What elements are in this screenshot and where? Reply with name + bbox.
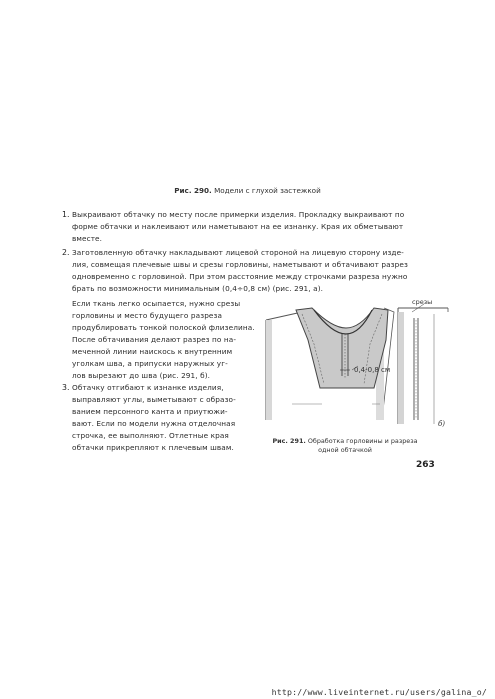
item-3-line-3: ванием персонного канта и приутюжи- <box>72 407 228 416</box>
item-2-line-2: лия, совмещая плечевые швы и срезы горловины, наметывают и обтачивают разрез <box>72 260 408 269</box>
figure-291-caption <box>255 437 435 455</box>
figure-291-text: Обработка горловины и разреза <box>305 437 418 445</box>
item-1-number: 1. <box>62 210 70 219</box>
figure-290-prefix: Рис. 290. <box>174 186 212 195</box>
continuation-line-6: уголкам шва, а припуски наружных уг- <box>72 359 228 368</box>
item-3-number: 3. <box>62 383 70 392</box>
width-label: 0,4-0,8 см <box>354 366 391 374</box>
item-3-line-5: строчка, ее выполняют. Отлетные края <box>72 431 229 440</box>
item-3-line-4: вают. Если по модели нужна отделочная <box>72 419 236 428</box>
item-3-line-1: Обтачку отгибают к изнанке изделия, <box>72 383 224 392</box>
item-1-line-3: вместе. <box>72 234 103 243</box>
drawing-a <box>266 308 394 420</box>
item-2-line-1: Заготовленную обтачку накладывают лицевой стороной на лицевую сторону изде- <box>72 248 404 257</box>
item-3-line-2: выправляют углы, выметывают с образо- <box>72 395 236 404</box>
item-3-text <box>72 382 262 454</box>
figure-290-text: Модели с глухой застежкой <box>211 186 321 195</box>
continuation-line-4: После обтачивания делают разрез по на- <box>72 335 237 344</box>
figure-291-prefix: Рис. 291. <box>272 437 306 445</box>
page-number: 263 <box>416 460 435 470</box>
item-2-text <box>72 247 442 295</box>
item-1-line-1: Выкраивают обтачку по месту после примерки изделия. Прокладку выкраивают по <box>72 210 405 219</box>
continuation-line-5: меченной линии наискось к внутренним <box>72 347 233 356</box>
cut-edges-label: срезы <box>412 300 433 306</box>
continuation-line-3: продублировать тонкой полоской флизелина. <box>72 323 255 332</box>
drawing-b-label: б) <box>438 420 446 428</box>
figure-291-illustration <box>262 300 452 430</box>
continuation-line-2: горловины и место будущего разреза <box>72 311 223 320</box>
item-2-line-3: одновременно с горловиной. При этом расстояние между строчками разреза нужно <box>72 272 408 281</box>
continuation-paragraph <box>72 298 262 382</box>
item-1-text <box>72 209 442 245</box>
watermark-url: http://www.liveinternet.ru/users/galina_o/ <box>271 687 487 697</box>
figure-290-caption <box>0 186 495 195</box>
drawing-b <box>398 304 448 424</box>
item-2-line-4: брать по возможности минимальным (0,4÷0,8 см) (рис. 291, а). <box>72 284 324 293</box>
figure-291-caption-line-2: одной обтачкой <box>318 446 372 454</box>
item-1-line-2: форме обтачки и наклеивают или наметывают на ее изнанку. Края их обметывают <box>72 222 404 231</box>
continuation-line-7: лов вырезают до шва (рис. 291, б). <box>72 371 211 380</box>
item-3-line-6: обтачки прикрепляют к плечевым швам. <box>72 443 234 452</box>
item-2-number: 2. <box>62 248 70 257</box>
continuation-line-1: Если ткань легко осыпается, нужно срезы <box>72 299 241 308</box>
